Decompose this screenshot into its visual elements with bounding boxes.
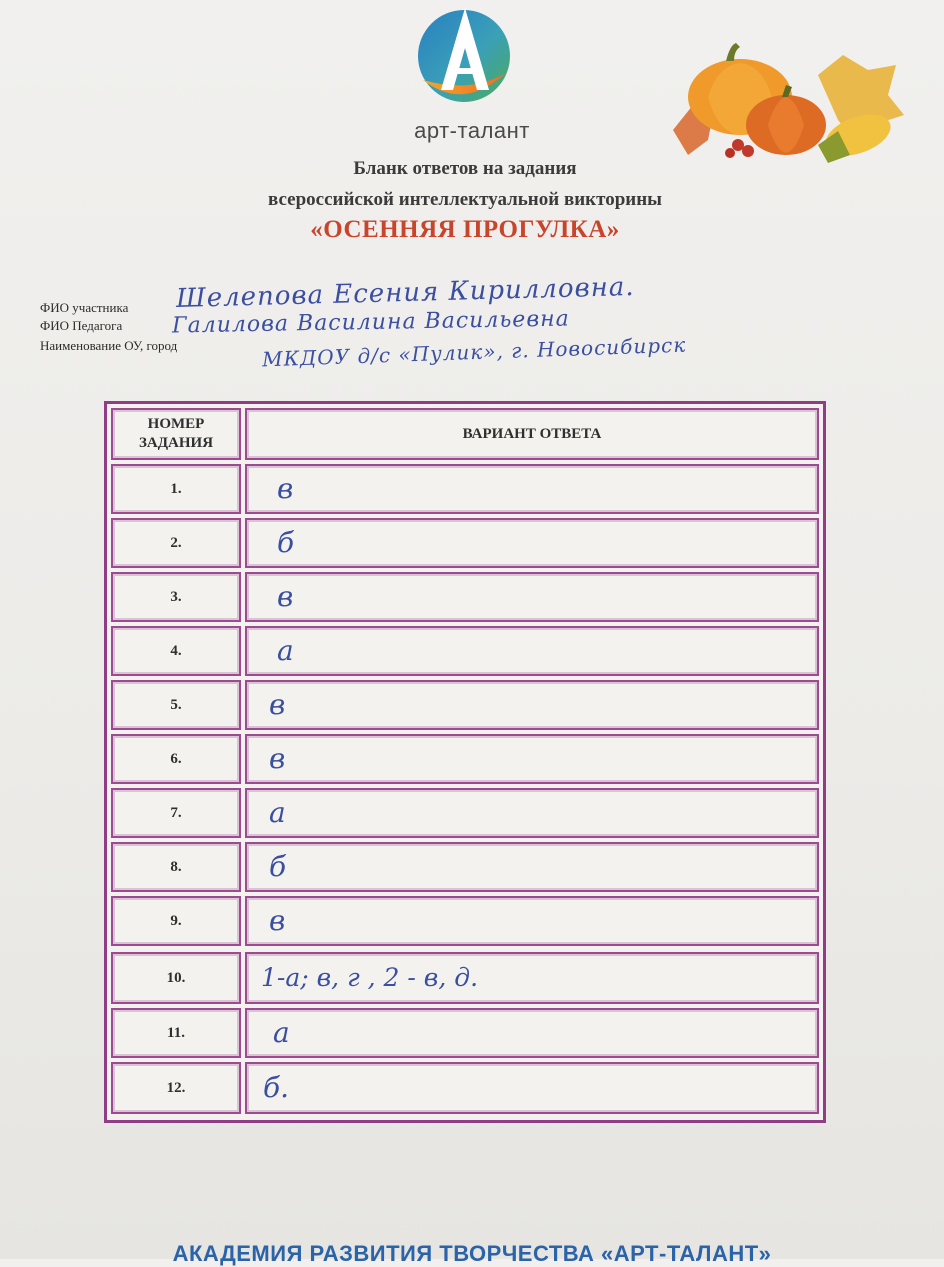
task-number: 12. bbox=[111, 1062, 241, 1114]
table-row bbox=[111, 572, 819, 622]
table-row bbox=[111, 896, 819, 946]
answer-text: б bbox=[269, 849, 287, 883]
answer-cell bbox=[245, 518, 819, 568]
teacher-name-value: Галилова Василина Васильевна bbox=[171, 306, 570, 339]
answer-text: в bbox=[277, 471, 294, 505]
footer-academy-name: АКАДЕМИЯ РАЗВИТИЯ ТВОРЧЕСТВА «АРТ-ТАЛАНТ» bbox=[172, 1241, 772, 1266]
table-row bbox=[111, 518, 819, 568]
form-title-line-1: Бланк ответов на задания bbox=[353, 158, 577, 179]
answer-text: б. bbox=[263, 1070, 289, 1104]
task-number: 9. bbox=[111, 896, 241, 946]
task-number: 8. bbox=[111, 842, 241, 892]
answer-text: в bbox=[269, 741, 286, 775]
answer-text: а bbox=[269, 795, 286, 829]
table-row bbox=[111, 1062, 819, 1114]
task-number: 1. bbox=[111, 464, 241, 514]
answer-text: в bbox=[277, 579, 294, 613]
brand-name: арт-талант bbox=[414, 118, 530, 143]
school-city-value: МКДОУ д/с «Пулик», г. Новосибирск bbox=[261, 332, 687, 372]
answer-cell bbox=[245, 1062, 819, 1114]
table-row bbox=[111, 734, 819, 784]
answer-text: а bbox=[273, 1015, 290, 1049]
answer-text: в bbox=[269, 903, 286, 937]
task-number: 4. bbox=[111, 626, 241, 676]
answer-text: б bbox=[277, 525, 295, 559]
participant-name-label: ФИО участника bbox=[40, 300, 129, 315]
answer-text: в bbox=[269, 687, 286, 721]
answer-cell bbox=[245, 896, 819, 946]
pumpkin-illustration bbox=[668, 35, 904, 167]
answer-cell bbox=[245, 626, 819, 676]
task-number-header-line-1: НОМЕР bbox=[147, 416, 205, 432]
answer-cell bbox=[245, 952, 819, 1004]
answer-text: а bbox=[277, 633, 294, 667]
table-row bbox=[111, 626, 819, 676]
table-header-row bbox=[111, 408, 819, 460]
task-number-header-line-2: ЗАДАНИЯ bbox=[138, 435, 214, 451]
quiz-name: «ОСЕННЯЯ ПРОГУЛКА» bbox=[310, 216, 620, 243]
task-number: 5. bbox=[111, 680, 241, 730]
task-number: 2. bbox=[111, 518, 241, 568]
answer-table bbox=[104, 401, 826, 1123]
answer-cell bbox=[245, 464, 819, 514]
art-talant-logo bbox=[413, 2, 515, 106]
participant-name-value: Шелепова Есения Кирилловна. bbox=[175, 272, 635, 314]
task-number: 11. bbox=[111, 1008, 241, 1058]
table-row bbox=[111, 1008, 819, 1058]
table-row bbox=[111, 788, 819, 838]
teacher-name-label: ФИО Педагога bbox=[40, 318, 123, 333]
table-row bbox=[111, 464, 819, 514]
task-number-header bbox=[111, 408, 241, 460]
answer-cell bbox=[245, 734, 819, 784]
answer-cell bbox=[245, 572, 819, 622]
answer-cell bbox=[245, 788, 819, 838]
answer-text: 1-а; в, г , 2 - в, д. bbox=[261, 962, 479, 992]
table-row bbox=[111, 842, 819, 892]
task-number: 7. bbox=[111, 788, 241, 838]
answer-cell bbox=[245, 1008, 819, 1058]
table-row bbox=[111, 952, 819, 1004]
task-number: 10. bbox=[111, 952, 241, 1004]
task-number: 6. bbox=[111, 734, 241, 784]
answer-cell bbox=[245, 842, 819, 892]
form-title-line-2: всероссийской интеллектуальной викторины bbox=[268, 189, 662, 210]
answer-cell bbox=[245, 680, 819, 730]
answer-header: ВАРИАНТ ОТВЕТА bbox=[245, 408, 819, 460]
task-number: 3. bbox=[111, 572, 241, 622]
school-city-label: Наименование ОУ, город bbox=[40, 338, 178, 353]
table-row bbox=[111, 680, 819, 730]
